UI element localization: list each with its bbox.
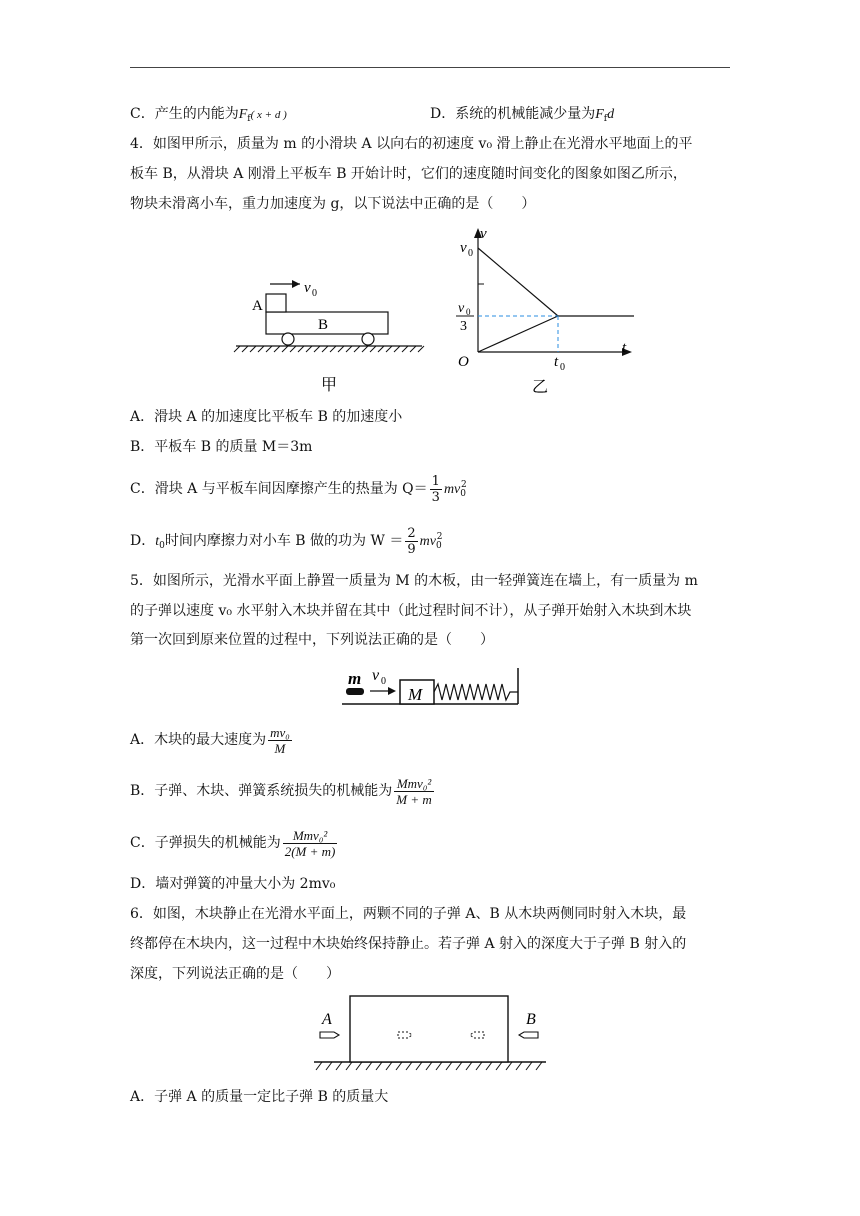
q3-option-d: D．系统的机械能减少量为$F_fd$ (430, 106, 615, 124)
figure-caption-jia: 甲 (321, 377, 338, 394)
v0-third-sub: 0 (466, 307, 471, 317)
origin-label: O (458, 354, 469, 370)
v0-third-num: v (458, 301, 465, 316)
q6-stem-line3: 深度，下列说法正确的是（ ） (130, 966, 340, 982)
t0-sub: 0 (560, 362, 565, 373)
cart-b-label: B (318, 317, 329, 333)
q5-option-a: A．木块的最大速度为 $\frac{\text{mv₀}}{M}$ (130, 724, 290, 756)
v0-third-den: 3 (460, 319, 467, 334)
q4-stem-line1: 4．如图甲所示，质量为 m 的小滑块 A 以向右的初速度 v₀ 滑上静止在光滑水平地面上的平 (130, 136, 693, 152)
q4-stem-line2: 板车 B，从滑块 A 刚滑上平板车 B 开始计时，它们的速度随时间变化的图象如图乙所示， (130, 166, 687, 182)
t0-label: t (554, 354, 559, 370)
velocity-sub: 0 (312, 288, 317, 299)
q6-figure (310, 992, 550, 1076)
v0-sub: 0 (468, 248, 473, 259)
figure-caption-yi: 乙 (532, 379, 549, 396)
t-axis-label: t (622, 340, 627, 356)
velocity-label: v (304, 280, 311, 296)
q5-option-c: C．子弹损失的机械能为 $\frac{\text{Mmv₀²}}{2(M + m)}$ (130, 827, 336, 859)
v-axis-label: v (480, 226, 487, 242)
block-a-label: A (252, 298, 263, 314)
block-mass-label: M (408, 685, 423, 704)
q5-stem-line2: 的子弹以速度 v₀ 水平射入木块并留在其中（此过程时间不计），从子弹开始射入木块到木块 (130, 603, 692, 619)
q3-option-c: C．产生的内能为$F_f$( x + d ) (130, 106, 287, 124)
q4-option-b: B．平板车 B 的质量 M＝3m (130, 439, 313, 455)
bullet-a-label: A (322, 1011, 332, 1028)
q6-stem-line1: 6．如图，木块静止在光滑水平面上，两颗不同的子弹 A、B 从木块两侧同时射入木块，最 (130, 906, 687, 922)
q5-stem-line1: 5．如图所示，光滑水平面上静置一质量为 M 的木板，由一轻弹簧连在墙上，有一质量为 m (130, 573, 698, 589)
q4-option-a: A．滑块 A 的加速度比平板车 B 的加速度小 (130, 409, 403, 425)
q6-option-a: A．子弹 A 的质量一定比子弹 B 的质量大 (130, 1089, 389, 1105)
bullet-velocity-label: v (372, 667, 380, 684)
q5-option-d: D．墙对弹簧的冲量大小为 2mv₀ (130, 876, 336, 892)
q4-figure-yi (450, 226, 640, 396)
v0-label: v (460, 240, 467, 256)
bullet-b-label: B (526, 1011, 536, 1028)
q4-option-d: D．$t_0$时间内摩擦力对小车 B 做的功为 W ＝ $\frac{2}{9}$ $mv_0^2$ (130, 525, 443, 557)
q4-figure-jia (230, 270, 430, 400)
q5-figure (340, 660, 526, 710)
bullet-velocity-sub: 0 (381, 676, 386, 687)
q5-option-b: B．子弹、木块、弹簧系统损失的机械能为 $\frac{\text{Mmv₀²}}{M + m}$ (130, 775, 432, 807)
bullet-mass-label: m (348, 669, 362, 688)
header-rule (130, 67, 730, 68)
q6-stem-line2: 终都停在木块内，这一过程中木块始终保持静止。若子弹 A 射入的深度大于子弹 B 射入的 (130, 936, 687, 952)
q4-option-c: C．滑块 A 与平板车间因摩擦产生的热量为 Q＝ $\frac{1}{3}$ $mv_0^2$ (130, 473, 467, 505)
q4-stem-line3: 物块未滑离小车，重力加速度为 g，以下说法中正确的是（ ） (130, 196, 536, 212)
q5-stem-line3: 第一次回到原来位置的过程中，下列说法正确的是（ ） (130, 632, 494, 648)
